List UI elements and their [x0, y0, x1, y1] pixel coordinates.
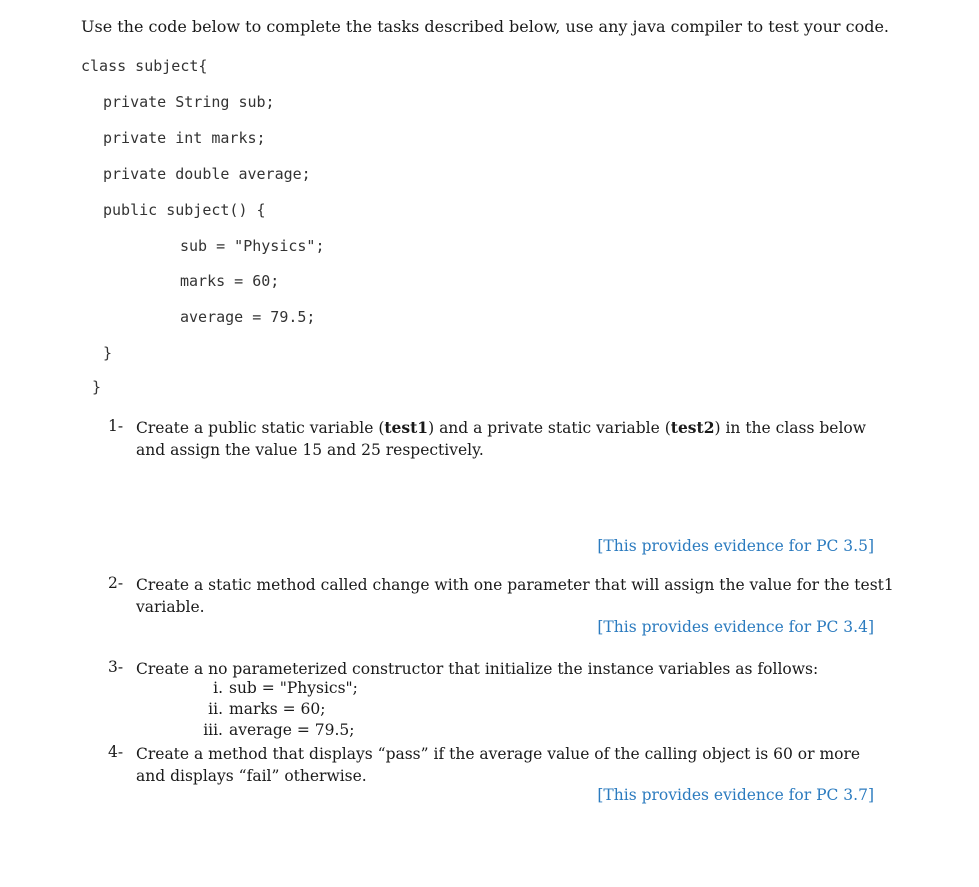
list-item: [195, 679, 358, 697]
code-line: public subject() {: [103, 201, 266, 219]
list-item-text: marks = 60;: [229, 700, 326, 718]
task-text-part: ) in the class below and assign the value 15 and 25 respectively.: [136, 419, 867, 459]
code-line: marks = 60;: [180, 272, 280, 290]
task-bold-test1: test1: [384, 418, 429, 437]
task-text: Create a no parameterized constructor that initialize the instance variables as follows:: [136, 660, 819, 678]
code-line: private double average;: [103, 165, 311, 183]
list-item-text: average = 79.5;: [229, 721, 355, 739]
task-number: 2-: [108, 574, 124, 592]
code-line: class subject{: [81, 57, 208, 75]
task-bold-test2: test2: [670, 418, 715, 437]
intro-text: Use the code below to complete the tasks described below, use any java compiler to test your code.: [81, 17, 889, 36]
task-text: [136, 417, 866, 461]
code-line: }: [103, 344, 113, 362]
task-number: 3-: [108, 658, 124, 676]
code-line: private String sub;: [103, 93, 275, 111]
code-line: average = 79.5;: [180, 308, 316, 326]
task-text: Create a static method called change with one parameter that will assign the value for the test1 variable.: [136, 576, 894, 616]
evidence-note: [This provides evidence for PC 3.4]: [597, 618, 874, 636]
task-text: Create a method that displays “pass” if the average value of the calling object is 60 or more and displays “fail” otherwise.: [136, 745, 861, 785]
evidence-note: [This provides evidence for PC 3.7]: [597, 786, 874, 804]
task-number: 1-: [108, 417, 124, 435]
code-line: private int marks;: [103, 129, 266, 147]
list-item: [195, 700, 325, 718]
list-item-text: sub = "Physics";: [229, 679, 358, 697]
evidence-note: [This provides evidence for PC 3.5]: [597, 537, 874, 555]
code-line: sub = "Physics";: [180, 237, 325, 255]
code-line: }: [92, 378, 102, 396]
task-text-part: Create a public static variable (: [136, 419, 385, 437]
list-marker: i.: [213, 679, 223, 697]
task-number: 4-: [108, 743, 124, 761]
list-item: [195, 721, 355, 739]
list-marker: iii.: [203, 721, 223, 739]
list-marker: ii.: [208, 700, 223, 718]
task-text-part: ) and a private static variable (: [428, 419, 671, 437]
